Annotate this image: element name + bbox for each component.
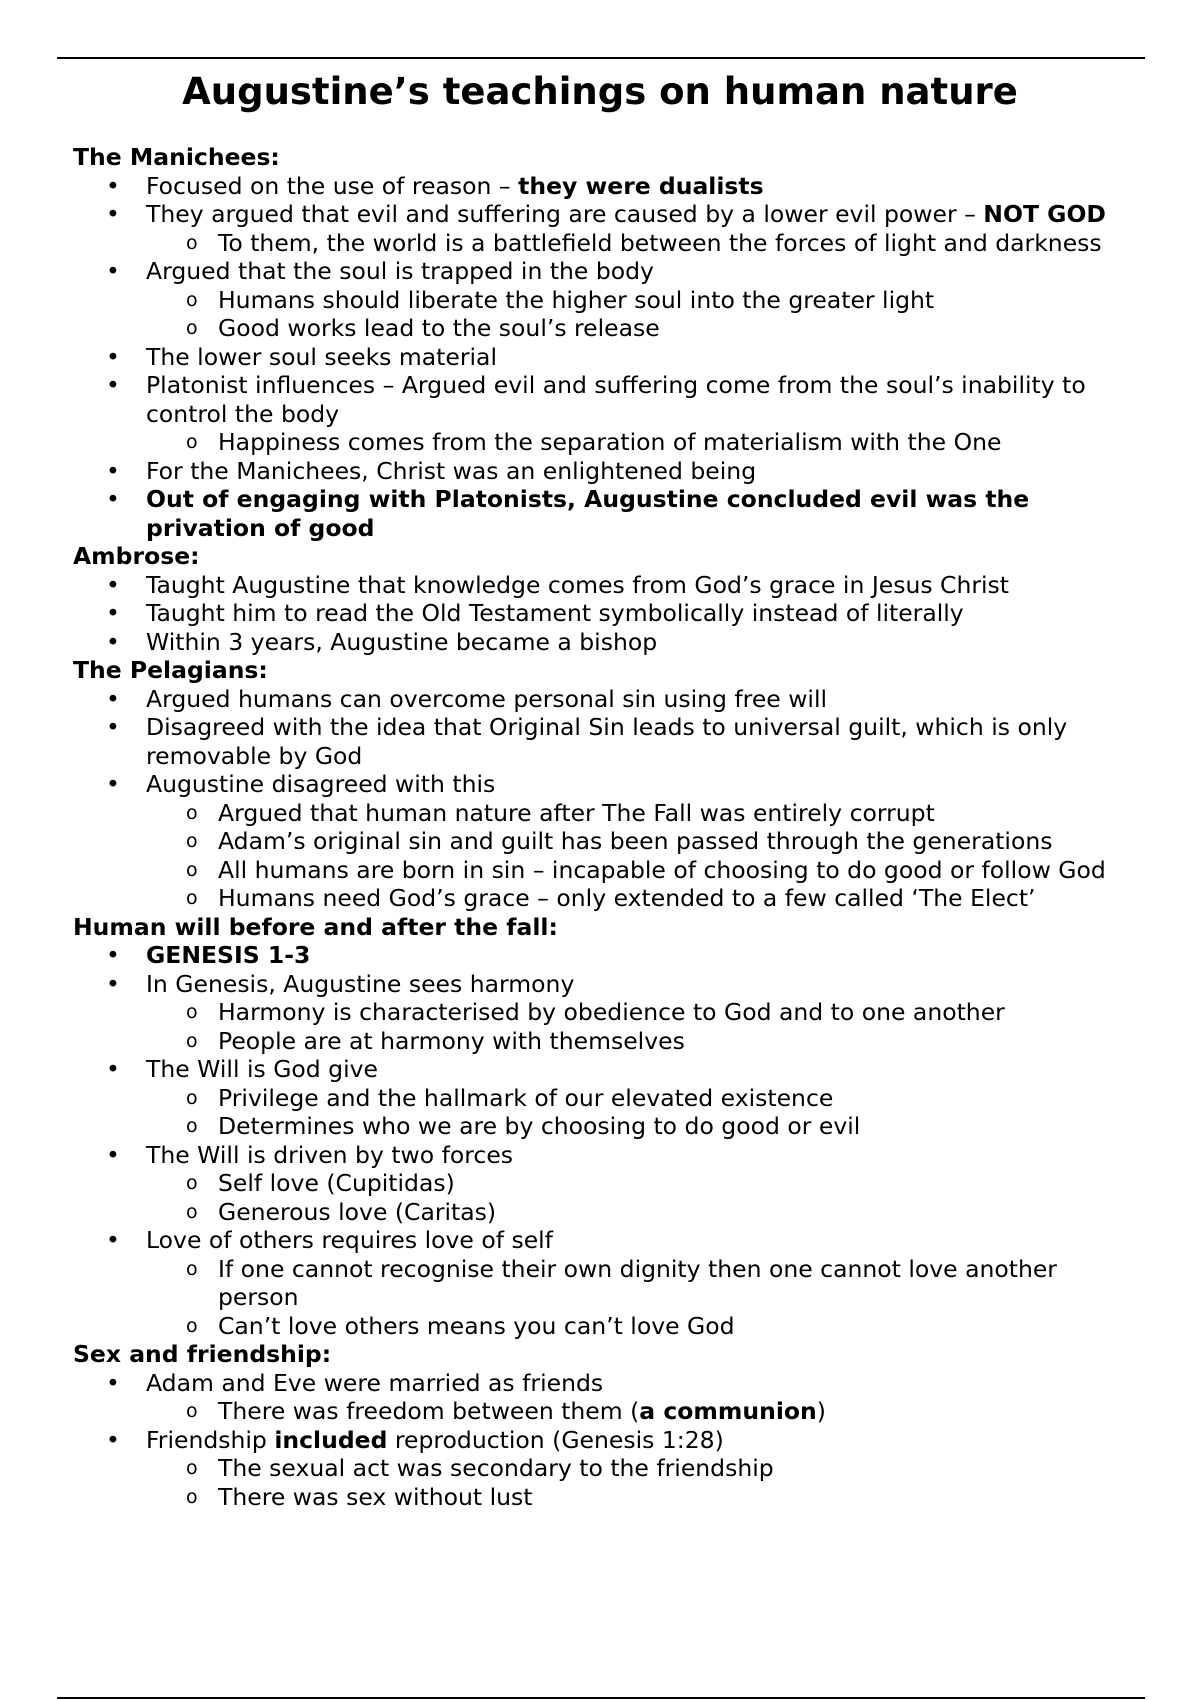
sub-bullet-item <box>146 1255 1133 1312</box>
bullet-text <box>146 1055 1133 1084</box>
bold-text: a communion <box>639 1397 817 1425</box>
text-segment: The Will is driven by two forces <box>146 1140 514 1169</box>
sub-bullet-list <box>146 1454 1133 1511</box>
bottom-rule <box>57 1697 1145 1699</box>
bullet-text <box>146 628 1133 657</box>
sub-bullet-list <box>146 428 1133 457</box>
sub-bullet-item <box>146 1112 1133 1141</box>
bullet-list <box>73 941 1133 1340</box>
section-heading: Ambrose: <box>73 542 200 570</box>
bold-text: they were dualists <box>518 171 764 200</box>
text-segment: Argued that the soul is trapped in the body <box>146 257 654 285</box>
bullet-list <box>73 685 1133 913</box>
text-segment: ) <box>816 1397 826 1425</box>
bullet-item <box>73 1426 1133 1512</box>
bullet-text <box>146 200 1133 229</box>
bullet-item <box>73 172 1133 201</box>
text-segment: Argued that human nature after The Fall was entirely corrupt <box>218 798 935 827</box>
text-segment: Augustine disagreed with this <box>146 770 496 798</box>
text-segment: To them, the world is a battlefield between the forces of light and darkness <box>218 228 1102 257</box>
sub-bullet-item <box>146 229 1133 258</box>
bullet-item <box>73 1369 1133 1426</box>
bullet-text <box>146 371 1133 428</box>
sub-bullet-list <box>146 1397 1133 1426</box>
bullet-item <box>73 685 1133 714</box>
text-segment: Privilege and the hallmark of our elevated existence <box>218 1083 834 1112</box>
text-segment: All humans are born in sin – incapable of choosing to do good or follow God <box>218 855 1106 884</box>
document-body <box>73 143 1133 1511</box>
text-segment: Friendship <box>146 1425 275 1454</box>
bullet-text <box>146 257 1133 286</box>
bold-text: GENESIS 1-3 <box>146 941 311 969</box>
bullet-item <box>73 485 1133 542</box>
bullet-text <box>146 685 1133 714</box>
sub-bullet-item <box>146 856 1133 885</box>
bullet-item <box>73 1055 1133 1141</box>
bullet-text <box>146 343 1133 372</box>
bullet-text <box>146 941 1133 970</box>
document-title: Augustine’s teachings on human nature <box>182 70 1018 113</box>
text-segment: Self love (Cupitidas) <box>218 1169 455 1197</box>
bold-text: NOT GOD <box>983 200 1106 228</box>
sub-bullet-item <box>146 884 1133 913</box>
text-segment: Adam’s original sin and guilt has been passed through the generations <box>218 827 1053 855</box>
sub-bullet-list <box>146 998 1133 1055</box>
bullet-text <box>146 571 1133 600</box>
bullet-text <box>146 713 1133 770</box>
text-segment: Argued humans can overcome personal sin using free will <box>146 684 828 713</box>
text-segment: Adam and Eve were married as friends <box>146 1368 604 1397</box>
sub-bullet-item <box>146 1312 1133 1341</box>
sub-bullet-list <box>146 1169 1133 1226</box>
top-rule <box>57 57 1145 59</box>
sub-bullet-list <box>146 286 1133 343</box>
text-segment: reproduction (Genesis 1:28) <box>387 1425 724 1454</box>
bullet-text <box>146 970 1133 999</box>
bullet-item <box>73 713 1133 770</box>
text-segment: Taught Augustine that knowledge comes from God’s grace in Jesus Christ <box>146 570 1010 599</box>
sub-bullet-item <box>146 1084 1133 1113</box>
text-segment: Focused on the use of reason – <box>146 171 519 200</box>
bullet-text <box>146 1141 1133 1170</box>
bullet-item <box>73 371 1133 457</box>
text-segment: The lower soul seeks material <box>146 342 497 371</box>
sub-bullet-item <box>146 799 1133 828</box>
bullet-list <box>73 571 1133 657</box>
bullet-text <box>146 485 1133 542</box>
sub-bullet-list <box>146 799 1133 913</box>
sub-bullet-item <box>146 1454 1133 1483</box>
text-segment: If one cannot recognise their own dignity then one cannot love another person <box>218 1254 1057 1311</box>
sub-bullet-item <box>146 1397 1133 1426</box>
sub-bullet-item <box>146 827 1133 856</box>
bullet-text <box>146 1226 1133 1255</box>
sub-bullet-item <box>146 286 1133 315</box>
section-heading: The Pelagians: <box>73 656 268 684</box>
sub-bullet-item <box>146 314 1133 343</box>
text-segment: There was freedom between them ( <box>218 1397 640 1425</box>
bullet-item <box>73 1141 1133 1227</box>
text-segment: Determines who we are by choosing to do good or evil <box>218 1112 861 1140</box>
bullet-text <box>146 1369 1133 1398</box>
bullet-item <box>73 599 1133 628</box>
sub-bullet-item <box>146 1483 1133 1512</box>
text-segment: Disagreed with the idea that Original Sin leads to universal guilt, which is only removable by God <box>146 713 1068 770</box>
bullet-item <box>73 200 1133 257</box>
section-heading: Sex and friendship: <box>73 1340 332 1368</box>
bullet-item <box>73 628 1133 657</box>
text-segment: Generous love (Caritas) <box>218 1197 497 1226</box>
sub-bullet-list <box>146 229 1133 258</box>
text-segment: The sexual act was secondary to the friendship <box>218 1454 774 1482</box>
text-segment: Humans should liberate the higher soul into the greater light <box>218 285 935 314</box>
bullet-text <box>146 457 1133 486</box>
bullet-item <box>73 941 1133 970</box>
sub-bullet-item <box>146 1027 1133 1056</box>
sub-bullet-item <box>146 1198 1133 1227</box>
bullet-item <box>73 457 1133 486</box>
text-segment: Love of others requires love of self <box>146 1226 553 1254</box>
text-segment: Taught him to read the Old Testament symbolically instead of literally <box>146 599 964 627</box>
text-segment: Good works lead to the soul’s release <box>218 314 660 342</box>
text-segment: People are at harmony with themselves <box>218 1026 685 1055</box>
bullet-item <box>73 343 1133 372</box>
sub-bullet-item <box>146 428 1133 457</box>
section-heading: The Manichees: <box>73 143 280 171</box>
bold-text: included <box>274 1425 388 1454</box>
bullet-item <box>73 770 1133 913</box>
sub-bullet-item <box>146 1169 1133 1198</box>
text-segment: Platonist influences – Argued evil and suffering come from the soul’s inability to control the body <box>146 371 1086 428</box>
text-segment: Within 3 years, Augustine became a bishop <box>146 627 658 656</box>
bullet-text <box>146 172 1133 201</box>
text-segment: In Genesis, Augustine sees harmony <box>146 969 575 998</box>
bullet-item <box>73 1226 1133 1340</box>
section-heading: Human will before and after the fall: <box>73 912 558 941</box>
bullet-item <box>73 257 1133 343</box>
bullet-text <box>146 1426 1133 1455</box>
text-segment: Humans need God’s grace – only extended to a few called ‘The Elect’ <box>218 884 1036 912</box>
bullet-list <box>73 172 1133 543</box>
bullet-text <box>146 599 1133 628</box>
bullet-text <box>146 770 1133 799</box>
sub-bullet-item <box>146 998 1133 1027</box>
text-segment: For the Manichees, Christ was an enlightened being <box>146 456 757 485</box>
text-segment: Happiness comes from the separation of materialism with the One <box>218 428 1002 456</box>
bullet-list <box>73 1369 1133 1512</box>
bullet-item <box>73 970 1133 1056</box>
sub-bullet-list <box>146 1255 1133 1341</box>
sub-bullet-list <box>146 1084 1133 1141</box>
text-segment: Harmony is characterised by obedience to God and to one another <box>218 998 1005 1026</box>
text-segment: The Will is God give <box>146 1055 378 1083</box>
bullet-item <box>73 571 1133 600</box>
text-segment: They argued that evil and suffering are caused by a lower evil power – <box>146 200 984 228</box>
text-segment: Can’t love others means you can’t love God <box>218 1311 735 1340</box>
bold-text: Out of engaging with Platonists, Augustine concluded evil was the privation of good <box>146 485 1030 542</box>
text-segment: There was sex without lust <box>218 1482 533 1511</box>
